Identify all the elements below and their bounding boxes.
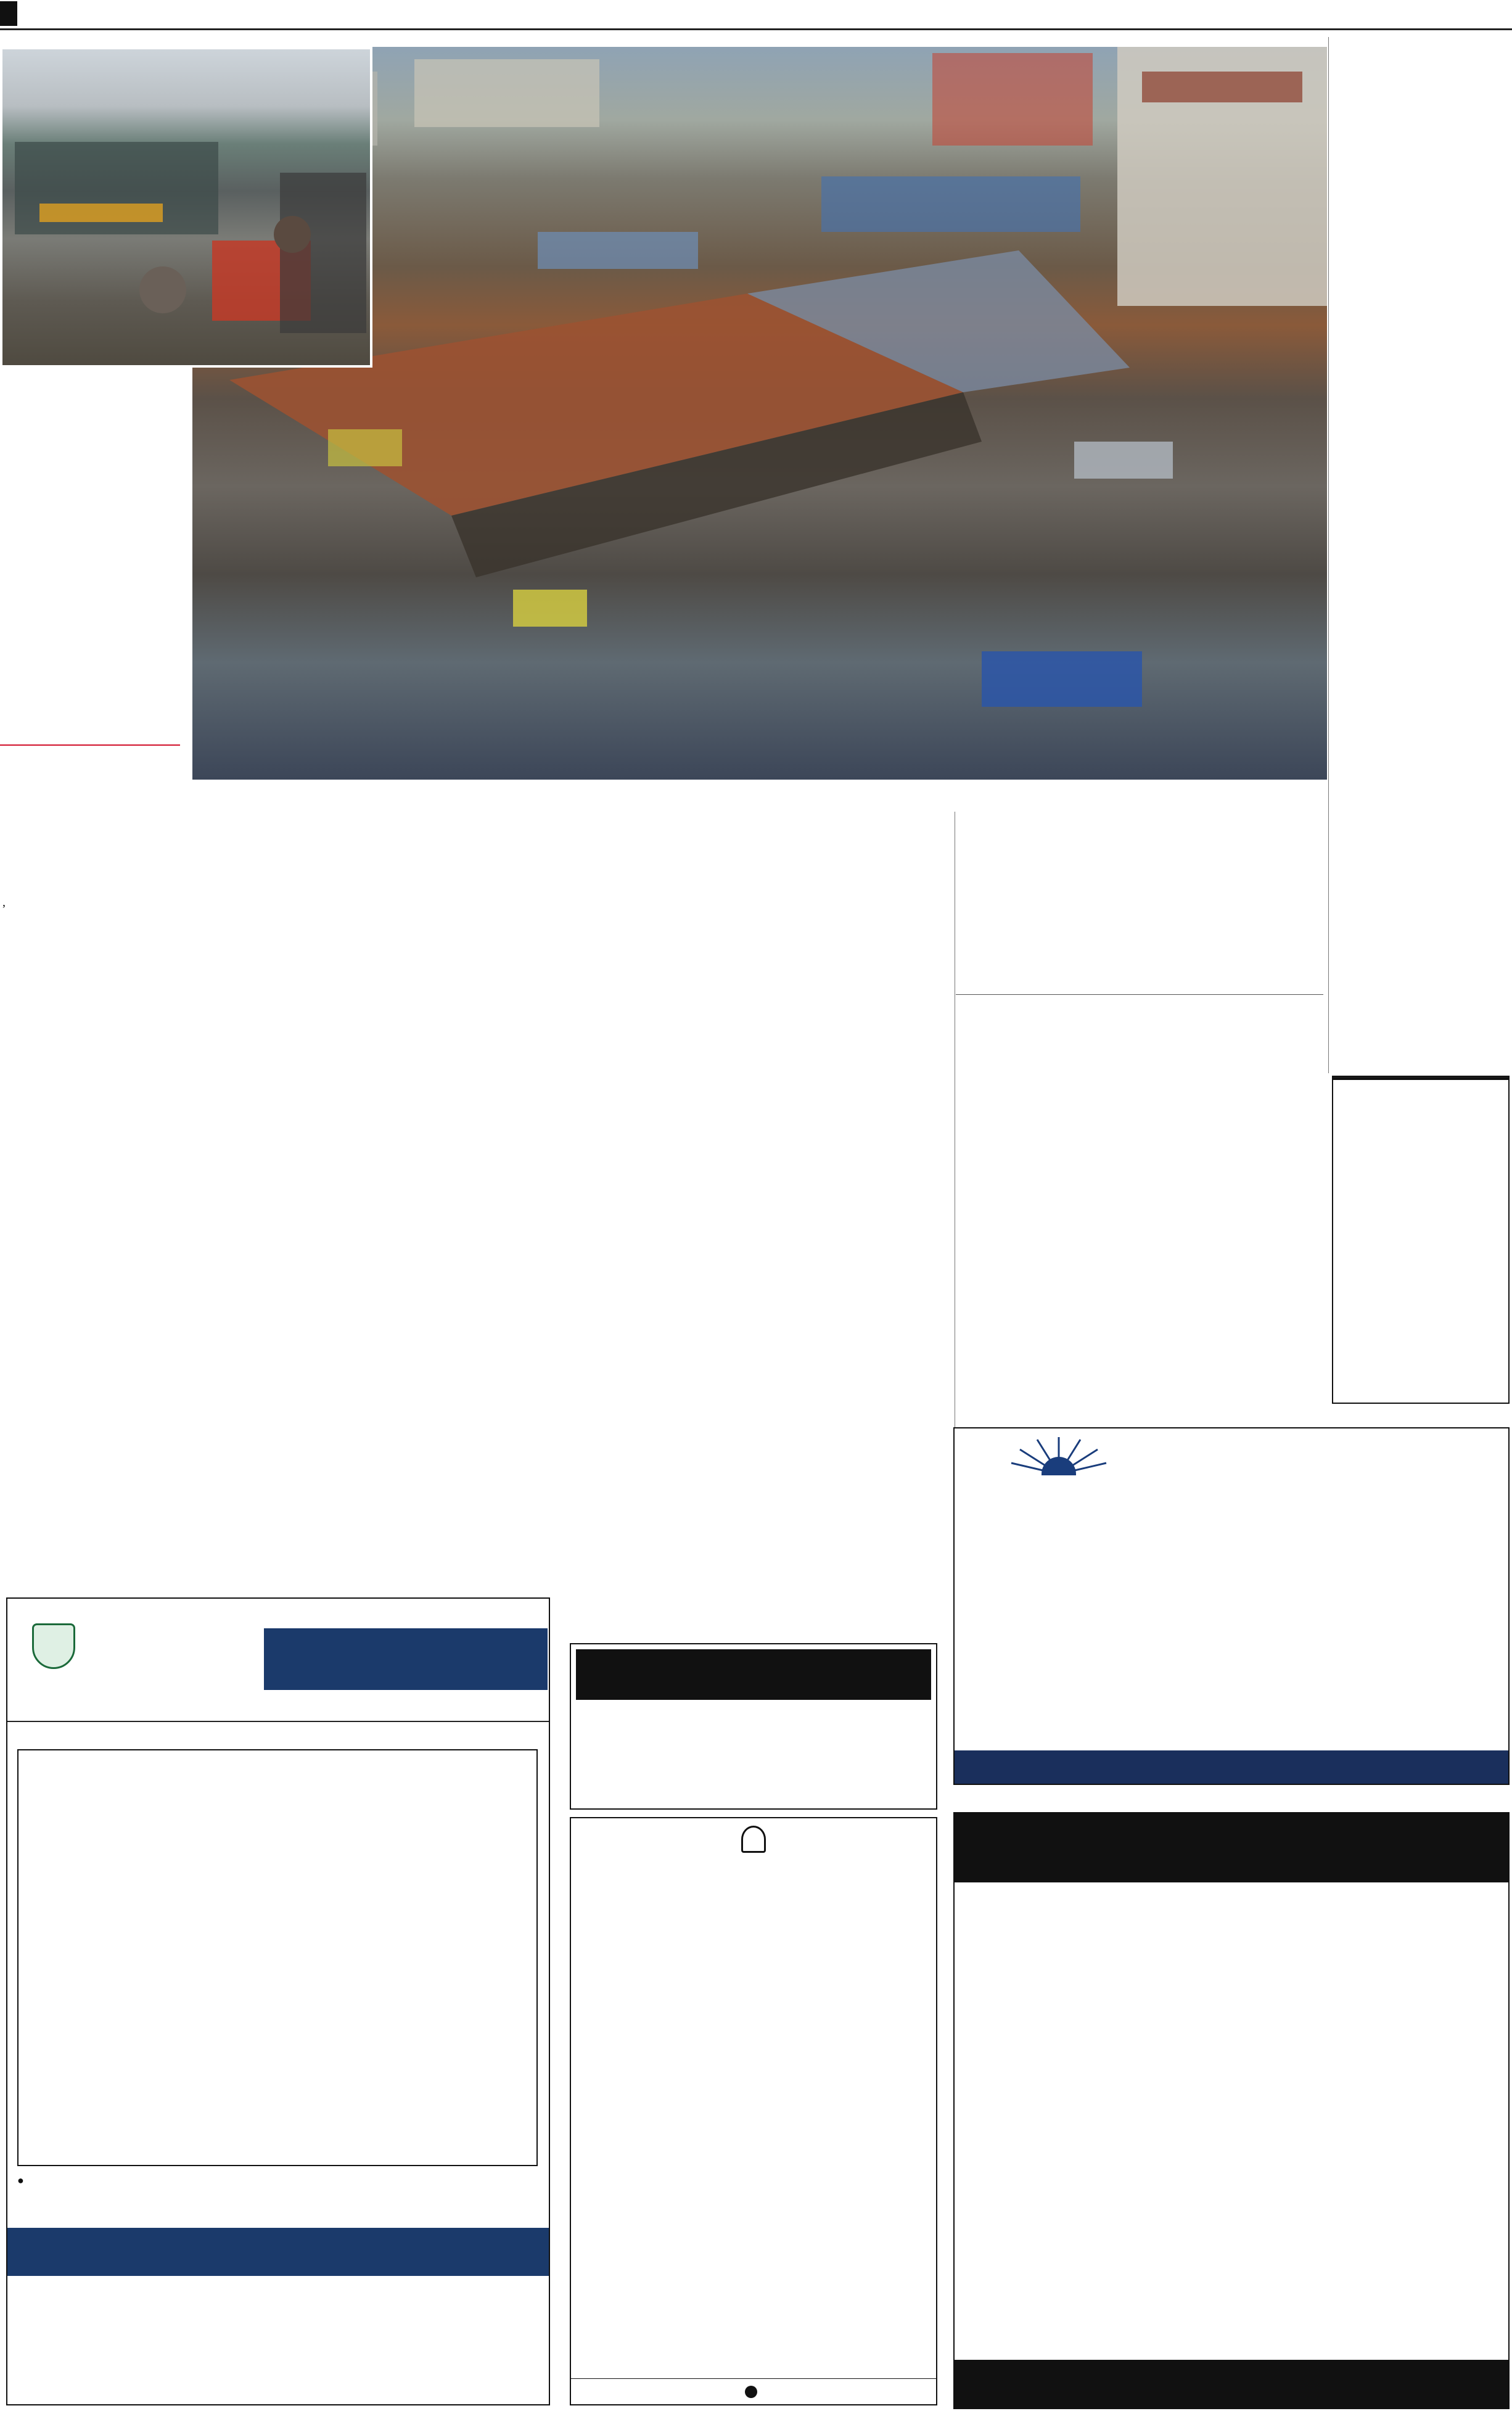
- sonargaon-items: [571, 1863, 936, 1873]
- days-address-bar: [955, 1750, 1510, 1785]
- vc-footer: [955, 2360, 1508, 2408]
- sonargaon-tender-ad: [570, 1817, 937, 2405]
- main-byline: ,: [2, 896, 6, 909]
- garment-machinery-ad: [1332, 1076, 1510, 1404]
- sonargaon-body: [571, 1858, 936, 1863]
- plot-sale-ad: [570, 1643, 937, 1810]
- daffodil-departments-grid: [17, 1749, 538, 2166]
- plot-ad-title: [576, 1649, 931, 1700]
- caption-rule: [0, 744, 180, 746]
- days-hotel-logo: [1000, 1432, 1117, 1506]
- vc-title: [955, 1813, 1508, 1882]
- ctg-byline-rule: [956, 994, 1323, 995]
- gpa-bullet: [17, 2174, 27, 2186]
- sonargaon-logo-icon: [741, 1826, 766, 1853]
- vc-body: [955, 1953, 1508, 1958]
- daffodil-top-rule: [7, 1721, 550, 1722]
- daffodil-crest-icon: [32, 1623, 75, 1669]
- page-header: [0, 0, 1512, 31]
- plot-ad-body: [571, 1705, 936, 1707]
- days-hotel-ad: [953, 1427, 1510, 1785]
- sonargaon-reserve: [571, 1877, 936, 1882]
- daffodil-faculty-ad: [6, 1597, 550, 2405]
- phone-icon: [745, 2386, 757, 2398]
- inset-scene-illustration: [2, 49, 370, 365]
- sonargaon-note: [571, 1873, 936, 1877]
- bulu-divider: [1328, 37, 1329, 1073]
- daffodil-gpa: [17, 2174, 548, 2188]
- daffodil-title: [264, 1628, 548, 1690]
- daffodil-logo: [20, 1621, 266, 1689]
- page-number: [0, 1, 17, 26]
- header-rule: [0, 28, 1512, 30]
- vice-chancellor-ad: [953, 1812, 1510, 2409]
- inset-photo: [0, 47, 372, 368]
- daffodil-details-box: [7, 2228, 549, 2276]
- sonargaon-footer: [571, 2378, 936, 2404]
- sunburst-icon: [1000, 1432, 1117, 1475]
- garment-ad-email: [1333, 1079, 1508, 1080]
- vc-subtitle: [955, 1882, 1508, 1953]
